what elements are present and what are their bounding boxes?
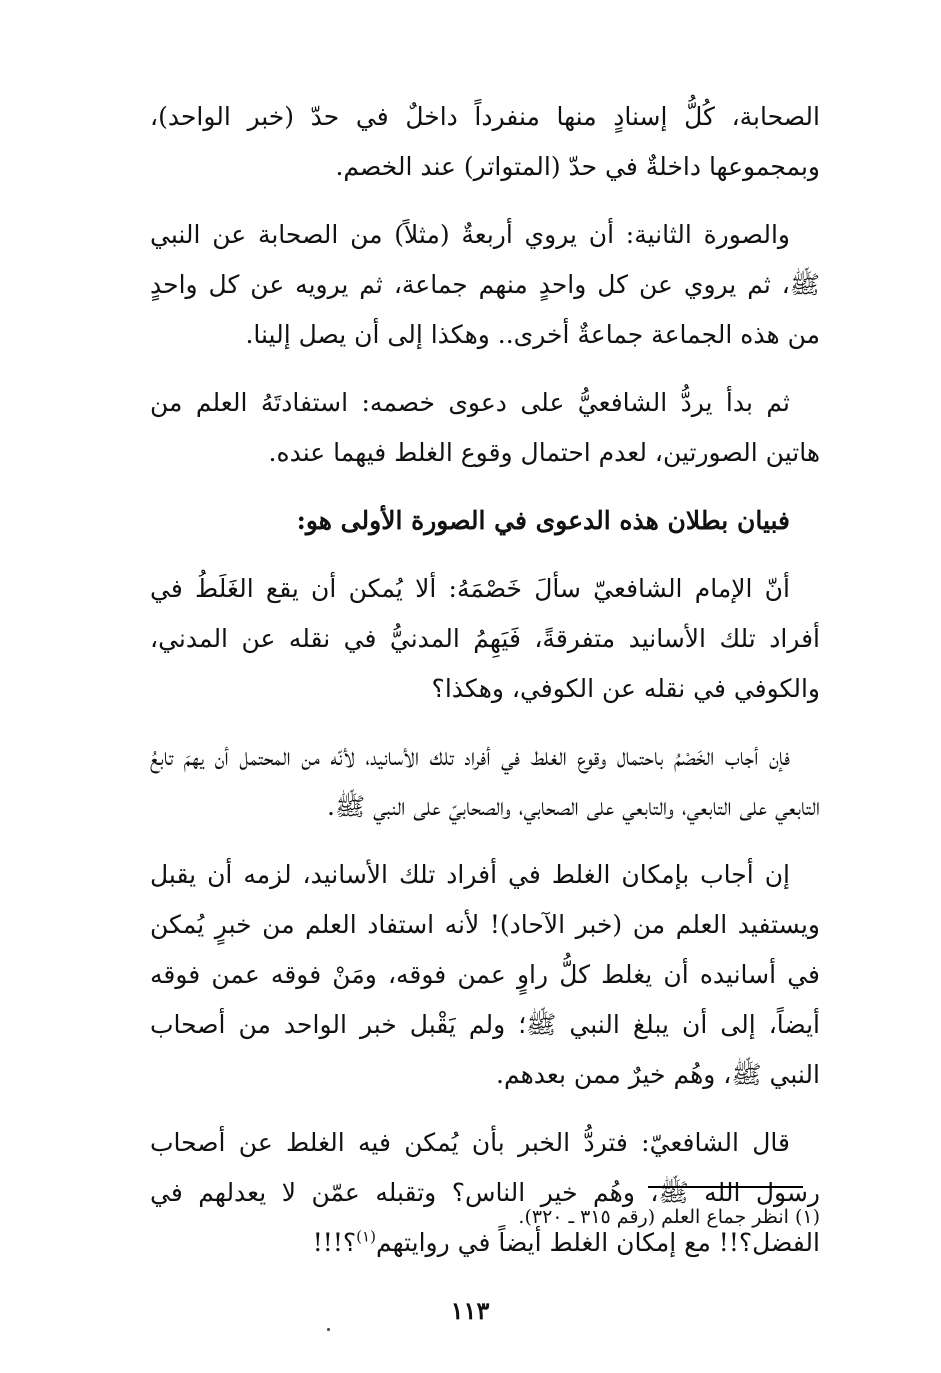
footnote-reference: (١)	[356, 1227, 376, 1246]
main-text	[150, 92, 820, 1286]
paragraph-7-end: ؟!!!	[312, 1228, 357, 1257]
paragraph-2: والصورة الثانية: أن يروي أربعةٌ (مثلاً) من الصحابة عن النبي ﷺ، ثم يروي عن كل واحدٍ منهم جماعة، ثم يرويه عن كل واحدٍ من هذه الجماعة جماعةٌ أخرى.. وهكذا إلى أن يصل إلينا.	[150, 220, 820, 349]
paragraph-4: أنّ الإمام الشافعيّ سألَ خَصْمَهُ: ألا يُمكن أن يقع الغَلَطُ في أفراد تلك الأسانيد متفرقةً، فَيَهِمُ المدنيُّ في نقله عن المدني، والكوفي في نقله عن الكوفي، وهكذا؟	[150, 574, 820, 703]
paragraph-6: إن أجاب بإمكان الغلط في أفراد تلك الأسانيد، لزمه أن يقبل ويستفيد العلم من (خبر الآحاد)! لأنه استفاد العلم من خبرٍ يُمكن في أسانيده أن يغلط كلُّ راوٍ عمن فوقه، ومَنْ فوقه عمن فوقه أيضاً، إلى أن يبلغ النبي ﷺ؛ ولم يَقْبل خبر الواحد من أصحاب النبي ﷺ، وهُم خيرٌ ممن بعدهم.	[150, 860, 820, 1089]
paragraph-7	[150, 1118, 820, 1268]
paragraph-7-text: قال الشافعيّ: فتردُّ الخبر بأن يُمكن فيه الغلط عن أصحاب رسول الله ﷺ، وهُم خير الناس؟ وتقبله عمّن لا يعدلهم في الفضل؟!! مع إمكان الغلط أيضاً في روايتهم	[150, 1128, 820, 1257]
section-heading: فبيان بطلان هذه الدعوى في الصورة الأولى هو:	[296, 506, 790, 535]
paragraph-1: الصحابة، كُلُّ إسنادٍ منها منفرداً داخلٌ في حدّ (خبر الواحد)، وبمجموعها داخلةٌ في حدّ (المتواتر) عند الخصم.	[150, 102, 820, 181]
scan-speck	[327, 1328, 330, 1331]
paragraph-3: ثم بدأ يردُّ الشافعيُّ على دعوى خصمه: استفادتَهُ العلم من هاتين الصورتين، لعدم احتمال وقوع الغلط فيهما عنده.	[150, 388, 820, 467]
page-number: ١١٣	[450, 1296, 490, 1325]
footnote: (١) انظر جماع العلم (رقم ٣١٥ ـ ٣٢٠).	[518, 1206, 820, 1228]
footnote-divider	[648, 1186, 803, 1188]
paragraph-5: فإن أجاب الخَصْمُ باحتمال وقوع الغلط في أفراد تلك الأسانيد، لأنّه من المحتمل أن يهمَ تابعُ التابعي على التابعي، والتابعي على الصحابي، والصحابيّ على النبي ﷺ.	[150, 742, 820, 821]
